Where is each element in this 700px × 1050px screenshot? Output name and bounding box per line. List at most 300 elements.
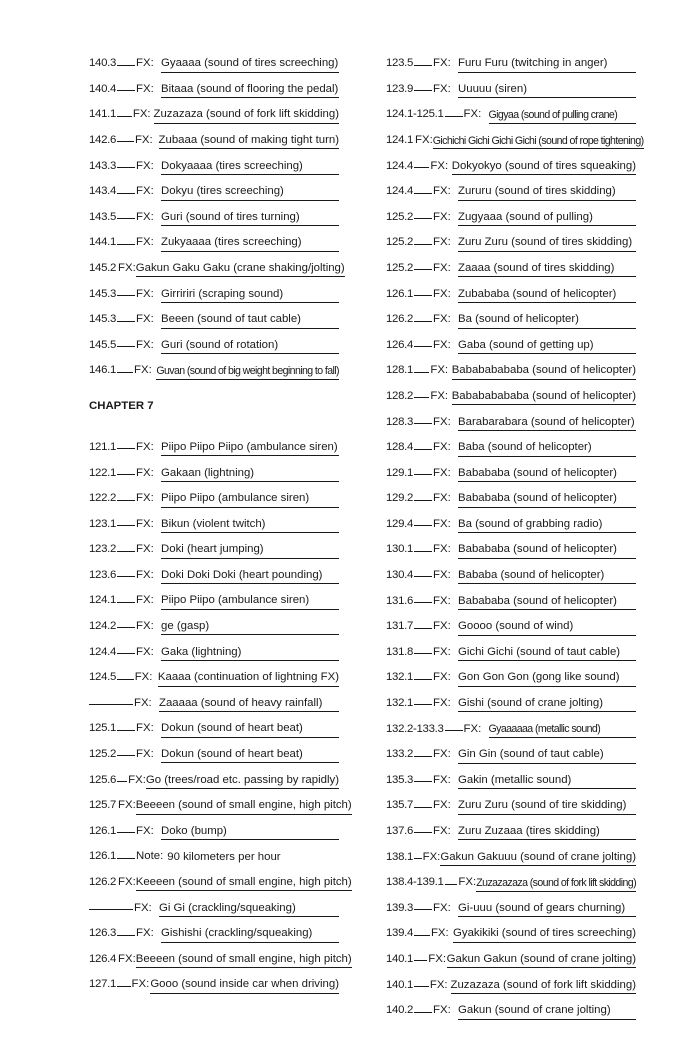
page-panel-number: 122.2	[89, 492, 117, 505]
page-panel-number: 131.8	[386, 645, 414, 658]
entry-description: Guri (sound of tires turning)	[161, 212, 339, 226]
fx-entry	[386, 351, 636, 377]
page-panel-number: 139.3	[386, 901, 414, 914]
entry-description: Zuzazazaza (sound of fork lift skidding)	[476, 878, 636, 892]
entry-type-label: FX:	[463, 722, 482, 735]
page-panel-number: 138.1	[386, 850, 414, 863]
fx-entry	[89, 760, 339, 786]
leader-dash	[414, 295, 432, 296]
entry-description: Babababa (sound of helicopter)	[458, 468, 636, 482]
entry-description: Zukyaaaa (tires screeching)	[161, 237, 339, 251]
entry-description: Zaaaa (sound of tires skidding)	[458, 263, 636, 277]
page-panel-number: 124.4	[386, 185, 414, 198]
entry-description: Zururu (sound of tires skidding)	[458, 186, 636, 200]
entry-type-label: FX:	[430, 364, 449, 377]
leader-dash	[117, 346, 135, 347]
left-entry-list-b	[89, 428, 352, 991]
entry-type-label: FX:	[433, 671, 451, 684]
entry-description: Beeen (sound of taut cable)	[161, 314, 339, 328]
fx-entry	[386, 863, 636, 889]
page-panel-number: 135.3	[386, 773, 414, 786]
leader-dash	[117, 986, 131, 987]
page-panel-number: 145.3	[89, 313, 117, 326]
leader-dash	[414, 858, 422, 859]
leader-dash	[414, 653, 432, 654]
entry-description: ge (gasp)	[161, 621, 339, 635]
entry-description: Goooo (sound of wind)	[458, 621, 636, 635]
leader-dash	[414, 986, 429, 987]
leader-dash	[414, 960, 427, 961]
entry-description: Bitaaa (sound of flooring the pedal)	[161, 84, 339, 98]
entry-type-label: FX:	[118, 952, 136, 965]
entry-type-label: FX:	[429, 978, 448, 991]
fx-entry	[386, 479, 636, 505]
entry-description: Gin Gin (sound of taut cable)	[458, 749, 636, 763]
entry-description: Zuzazaza (sound of fork lift skidding)	[154, 109, 340, 123]
leader-dash	[117, 730, 135, 731]
entry-description: Doko (bump)	[161, 826, 339, 840]
leader-dash	[445, 730, 463, 731]
fx-entry	[386, 454, 636, 480]
entry-type-label: FX:	[433, 517, 451, 530]
entry-description: Ba (sound of helicopter)	[458, 314, 636, 328]
entry-type-label: FX:	[433, 492, 451, 505]
leader-dash	[117, 679, 134, 680]
entry-type-label: FX:	[136, 645, 154, 658]
entry-description: Gooo (sound inside car when driving)	[150, 979, 339, 993]
entry-type-label: FX:	[433, 901, 451, 914]
fx-entry	[386, 274, 636, 300]
page-panel-number: 128.4	[386, 441, 414, 454]
page-panel-number: 123.2	[89, 543, 117, 556]
entry-type-label: FX:	[136, 185, 154, 198]
fx-entry	[89, 786, 352, 812]
entry-type-label: FX:	[136, 568, 154, 581]
fx-entry	[89, 274, 339, 300]
page-panel-number: 121.1	[89, 440, 117, 453]
entry-type-label: FX:	[433, 82, 451, 95]
entry-type-label: FX:	[136, 748, 154, 761]
entry-type-label: FX:	[433, 748, 451, 761]
fx-entry	[89, 709, 339, 735]
page-panel-number: 132.1	[386, 671, 414, 684]
entry-type-label: FX:	[136, 824, 154, 837]
entry-description: Gakaan (lightning)	[161, 468, 339, 482]
fx-entry	[89, 70, 339, 96]
page-panel-number: 144.1	[89, 236, 117, 249]
fx-entry	[89, 223, 339, 249]
entry-type-label: FX:	[128, 773, 146, 786]
leader-dash	[117, 781, 127, 782]
entry-description: Gakun Gakuuu (sound of crane jolting)	[440, 852, 636, 866]
entry-type-label: FX:	[463, 108, 482, 121]
leader-dash	[414, 65, 432, 66]
chapter-heading: CHAPTER 7	[89, 400, 154, 413]
fx-entry	[89, 735, 339, 761]
entry-type-label: FX:	[433, 569, 451, 582]
fx-entry	[386, 709, 636, 735]
page-panel-number: 126.4	[386, 338, 414, 351]
leader-dash	[117, 116, 132, 117]
entry-description: Gichi Gichi (sound of taut cable)	[458, 647, 636, 661]
entry-type-label: FX:	[136, 620, 154, 633]
leader-dash	[117, 525, 135, 526]
right-column	[386, 44, 644, 1017]
page-panel-number: 126.1	[89, 824, 117, 837]
leader-dash	[414, 807, 432, 808]
fx-entry	[386, 684, 636, 710]
page-panel-number: 132.1	[386, 697, 414, 710]
leader-dash	[445, 116, 463, 117]
entry-type-label: FX:	[136, 594, 154, 607]
entry-description: Gishi (sound of crane jolting)	[458, 698, 636, 712]
fx-entry	[386, 633, 636, 659]
entry-type-label: FX:	[422, 850, 441, 863]
page-panel-number: 123.1	[89, 517, 117, 530]
entry-description: Piipo Piipo Piipo (ambulance siren)	[161, 442, 339, 456]
leader-dash	[117, 244, 135, 245]
page-panel-number: 128.1	[386, 364, 414, 377]
entry-type-label: FX:	[433, 697, 451, 710]
leader-dash	[117, 218, 135, 219]
leader-dash	[414, 193, 432, 194]
left-entry-list-a	[89, 44, 345, 378]
entry-type-label: FX:	[134, 901, 152, 914]
fx-entry	[89, 351, 339, 377]
leader-dash	[414, 90, 432, 91]
entry-description: Go (trees/road etc. passing by rapidly)	[146, 775, 339, 789]
fx-entry	[386, 761, 636, 787]
page-panel-number: 122.1	[89, 466, 117, 479]
entry-type-label: FX:	[136, 543, 154, 556]
fx-entry	[386, 786, 636, 812]
fx-entry	[89, 326, 339, 352]
leader-dash	[414, 449, 432, 450]
page-panel-number: 140.2	[386, 1004, 414, 1017]
fx-entry	[89, 863, 352, 889]
entry-description: Beeeen (sound of small engine, high pitch)	[136, 800, 352, 814]
leader-dash	[414, 269, 432, 270]
fx-entry	[89, 300, 339, 326]
entry-description: Bikun (violent twitch)	[161, 519, 339, 533]
page-panel-number: 142.6	[89, 133, 117, 146]
entry-type-label: FX:	[433, 57, 451, 70]
page-panel-number: 145.2	[89, 261, 117, 274]
entry-type-label: FX:	[136, 440, 154, 453]
page-panel-number: 140.1	[386, 952, 414, 965]
entry-description: Piipo Piipo (ambulance siren)	[161, 493, 339, 507]
fx-entry	[386, 991, 636, 1017]
page-panel-number: 125.2	[386, 261, 414, 274]
entry-type-label: FX:	[430, 389, 449, 402]
leader-dash	[414, 832, 432, 833]
fx-entry	[386, 121, 644, 147]
entry-description: Gichichi Gichi Gichi Gichi (sound of rope tightening)	[433, 136, 644, 150]
entry-description: Gon Gon Gon (gong like sound)	[458, 672, 636, 686]
fx-entry	[386, 581, 636, 607]
leader-dash	[117, 935, 135, 936]
entry-type-label: FX:	[433, 466, 451, 479]
fx-entry	[89, 172, 339, 198]
leader-dash	[414, 218, 432, 219]
entry-description: Gyaaaa (sound of tires screeching)	[161, 58, 339, 72]
page-panel-number: 128.2	[386, 389, 414, 402]
entry-description: Zuru Zuzaaa (tires skidding)	[458, 826, 636, 840]
entry-description: Ba (sound of grabbing radio)	[458, 519, 636, 533]
entry-description: Gi Gi (crackling/squeaking)	[159, 903, 339, 917]
entry-type-label: FX:	[433, 441, 451, 454]
entry-type-label: FX:	[433, 338, 451, 351]
page-panel-number: 124.4	[386, 159, 414, 172]
entry-type-label: FX:	[136, 466, 154, 479]
entry-type-label: FX:	[428, 952, 446, 965]
page-panel-number: 125.1	[89, 722, 117, 735]
entry-description: Furu Furu (twitching in anger)	[458, 58, 636, 72]
fx-entry	[386, 223, 636, 249]
entry-description: Gigyaa (sound of pulling crane)	[489, 110, 636, 124]
entry-type-label: FX:	[136, 82, 154, 95]
page-panel-number: 143.3	[89, 159, 117, 172]
entry-type-label: FX:	[433, 236, 451, 249]
leader-dash	[117, 500, 135, 501]
entry-description: Gyaaaaaa (metallic sound)	[489, 724, 636, 738]
page-panel-number: 127.1	[89, 978, 117, 991]
entry-type-label: FX:	[433, 185, 451, 198]
entry-description: 90 kilometers per hour	[167, 851, 281, 864]
leader-dash	[117, 372, 133, 373]
entry-description: Kaaaa (continuation of lightning FX)	[158, 672, 339, 686]
entry-description: Baba (sound of helicopter)	[458, 442, 636, 456]
entry-type-label: FX:	[118, 876, 136, 888]
entry-type-label: FX:	[132, 108, 151, 121]
entry-description: Barabarabara (sound of helicopter)	[458, 417, 636, 431]
entry-type-label: FX:	[136, 236, 154, 249]
entry-description: Keeeen (sound of small engine, high pitch)	[136, 877, 352, 891]
leader-dash	[414, 525, 432, 526]
leader-dash	[117, 448, 135, 449]
entry-description: Babababa (sound of helicopter)	[458, 544, 636, 558]
fx-entry	[89, 581, 339, 607]
entry-type-label: FX:	[433, 415, 451, 428]
page-panel-number: 143.4	[89, 185, 117, 198]
fx-entry	[89, 479, 339, 505]
leader-dash	[117, 193, 135, 194]
entry-type-label: FX:	[433, 313, 451, 326]
page-panel-number: 126.1	[89, 850, 117, 863]
entry-type-label: FX:	[131, 978, 150, 991]
page-panel-number: 125.2	[89, 748, 117, 761]
entry-type-label: FX:	[433, 773, 451, 786]
fx-entry	[89, 198, 339, 224]
entry-type-label: FX:	[134, 364, 152, 377]
page-panel-number: 143.5	[89, 210, 117, 223]
page-panel-number: 132.2-133.3	[386, 722, 444, 735]
entry-description: Dokun (sound of heart beat)	[161, 723, 339, 737]
page-panel-number: 138.4-139.1	[386, 876, 444, 889]
page-panel-number: 131.6	[386, 594, 414, 607]
entry-type-label: FX:	[136, 210, 154, 223]
page-panel-number: 141.1	[89, 108, 117, 121]
leader-dash	[414, 704, 432, 705]
entry-description: Guvan (sound of big weight beginning to fall)	[156, 366, 339, 380]
page-panel-number: 124.1	[89, 594, 117, 607]
fx-entry	[386, 658, 636, 684]
leader-dash	[117, 858, 135, 859]
fx-entry	[386, 837, 636, 863]
page-panel-number: 146.1	[89, 364, 117, 377]
fx-entry	[386, 300, 636, 326]
fx-entry	[89, 249, 345, 275]
fx-entry	[386, 172, 636, 198]
fx-entry	[89, 914, 339, 940]
fx-entry	[386, 402, 636, 428]
leader-dash	[117, 167, 135, 168]
entry-type-label: FX:	[134, 671, 153, 684]
entry-description: Babababa (sound of helicopter)	[458, 493, 636, 507]
entry-description: Girririri (scraping sound)	[161, 289, 339, 303]
page-panel-number: 130.1	[386, 543, 414, 556]
fx-entry	[89, 632, 339, 658]
leader-dash	[414, 346, 432, 347]
leader-dash	[414, 576, 432, 577]
leader-dash	[117, 474, 135, 475]
entry-type-label: FX:	[433, 1004, 451, 1017]
leader-dash	[414, 935, 430, 936]
fx-entry	[89, 453, 339, 479]
leader-dash	[414, 372, 429, 373]
left-column	[89, 44, 352, 991]
page-panel-number: 145.5	[89, 338, 117, 351]
fx-entry	[386, 146, 636, 172]
entry-type-label: FX:	[118, 799, 136, 812]
fx-entry	[386, 530, 636, 556]
entry-description: Guri (sound of rotation)	[161, 340, 339, 354]
page-panel-number: 129.2	[386, 492, 414, 505]
page-panel-number: 125.2	[386, 210, 414, 223]
fx-entry	[89, 505, 339, 531]
page-panel-number: 123.9	[386, 82, 414, 95]
entry-description: Bababa (sound of helicopter)	[458, 570, 636, 584]
fx-entry	[386, 965, 636, 991]
entry-type-label: FX:	[134, 696, 152, 709]
fx-entry	[89, 530, 339, 556]
leader-dash	[414, 679, 432, 680]
leader-dash	[414, 1012, 432, 1013]
page-panel-number: 139.4	[386, 927, 414, 940]
fx-entry	[89, 940, 352, 966]
page-panel-number: 128.3	[386, 415, 414, 428]
leader-dash	[414, 500, 432, 501]
entry-description: Gaka (lightning)	[161, 647, 339, 661]
entry-description: Beeeen (sound of small engine, high pitch)	[136, 954, 352, 968]
leader-dash	[414, 397, 429, 398]
fx-entry	[386, 428, 636, 454]
page-panel-number: 126.4	[89, 952, 117, 965]
entry-description: Gakun (sound of crane jolting)	[458, 1005, 636, 1019]
entry-type-label: FX:	[433, 620, 451, 633]
page-panel-number: 131.7	[386, 620, 414, 633]
page-panel-number: 135.7	[386, 799, 414, 812]
page-panel-number: 137.6	[386, 825, 414, 837]
fx-entry	[386, 44, 636, 70]
entry-description: Babababa (sound of helicopter)	[458, 596, 636, 610]
entry-description: Zugyaaa (sound of pulling)	[458, 212, 636, 226]
leader-dash	[89, 704, 133, 705]
fx-entry	[386, 940, 636, 966]
entry-type-label: FX:	[415, 133, 433, 146]
fx-entry	[386, 326, 636, 352]
page-panel-number: 126.1	[386, 287, 414, 300]
fx-entry	[386, 607, 636, 633]
leader-dash	[414, 167, 429, 168]
entry-description: Gakun Gaku Gaku (crane shaking/jolting)	[136, 263, 345, 277]
fx-entry	[89, 428, 339, 454]
leader-dash	[117, 90, 135, 91]
fx-entry	[386, 889, 636, 915]
entry-type-label: FX:	[136, 159, 154, 172]
entry-type-label: FX:	[433, 645, 451, 658]
entry-type-label: FX:	[433, 594, 451, 607]
fx-entry	[89, 658, 339, 684]
entry-description: Zubaaa (sound of making tight turn)	[159, 135, 339, 149]
leader-dash	[414, 321, 432, 322]
fx-entry	[89, 965, 339, 991]
entry-description: Gishishi (crackling/squeaking)	[161, 928, 339, 942]
leader-dash	[117, 141, 134, 142]
page-panel-number: 123.6	[89, 568, 117, 581]
entry-description: Doki Doki Doki (heart pounding)	[161, 570, 339, 584]
fx-entry	[89, 888, 339, 914]
entry-description: Uuuuu (siren)	[458, 84, 636, 98]
entry-description: Zuzazaza (sound of fork lift skidding)	[451, 980, 637, 994]
entry-description: Dokyaaaa (tires screeching)	[161, 161, 339, 175]
page-panel-number: 140.1	[386, 978, 414, 991]
leader-dash	[117, 602, 135, 603]
leader-dash	[117, 755, 135, 756]
entry-description: Zuru Zuru (sound of tire skidding)	[458, 800, 636, 814]
entry-type-label: FX:	[136, 927, 154, 940]
entry-type-label: FX:	[134, 133, 153, 146]
page-panel-number: 123.5	[386, 57, 414, 70]
entry-description: Dokyokyo (sound of tires squeaking)	[452, 161, 636, 175]
leader-dash	[414, 756, 432, 757]
entry-description: Gi-uuu (sound of gears churning)	[458, 903, 636, 917]
entry-type-label: FX:	[136, 722, 154, 735]
page-panel-number: 124.5	[89, 671, 117, 684]
leader-dash	[117, 653, 135, 654]
page-panel-number: 126.3	[89, 927, 117, 940]
entry-type-label: FX:	[136, 313, 154, 326]
page-panel-number: 140.4	[89, 82, 117, 95]
fx-entry	[89, 146, 339, 172]
entry-description: Gaba (sound of getting up)	[458, 340, 636, 354]
leader-dash	[117, 832, 135, 833]
entry-type-label: FX:	[433, 799, 451, 812]
leader-dash	[445, 884, 458, 885]
page-panel-number: 126.2	[89, 876, 117, 888]
page-panel-number: 133.2	[386, 748, 414, 761]
fx-entry	[89, 44, 339, 70]
entry-type-label: FX:	[433, 261, 451, 274]
leader-dash	[117, 627, 135, 628]
right-entry-list	[386, 44, 644, 1017]
leader-dash	[117, 295, 135, 296]
fx-entry	[89, 121, 339, 147]
fx-entry	[386, 95, 636, 121]
entry-type-label: FX:	[433, 210, 451, 223]
fx-entry	[89, 812, 339, 838]
leader-dash	[117, 321, 135, 322]
